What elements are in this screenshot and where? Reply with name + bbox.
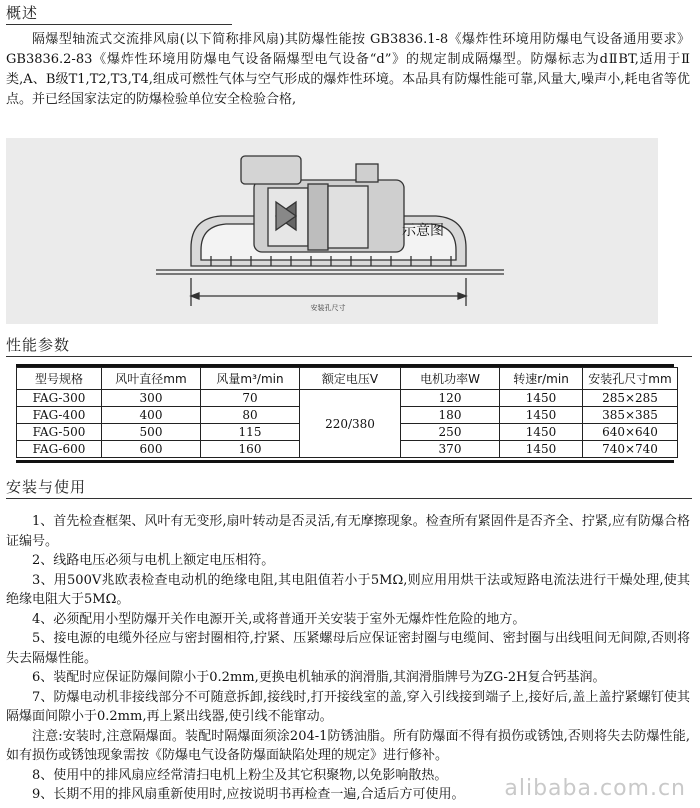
cell-airflow: 80 [201,407,300,424]
header-model: 型号规格 [17,368,102,390]
cell-power: 180 [401,407,500,424]
cell-model: FAG-300 [17,390,102,407]
performance-table [16,367,678,458]
cell-hole: 740×740 [583,441,678,458]
usage-item: 3、用500V兆欧表检查电动机的绝缘电阻,其电阻值若小于5MΩ,则应用用烘干法或短路电流法进行干燥处理,使其绝缘电阻大于5MΩ。 [6,572,690,607]
usage-item: 4、必须配用小型防爆开关作电源开关,或将普通开关安装于室外无爆炸性危险的地方。 [32,611,526,627]
cell-diameter: 600 [102,441,201,458]
fan-schematic-illustration [6,138,658,324]
header-speed: 转速r/min [500,368,583,390]
cell-airflow: 70 [201,390,300,407]
header-power: 电机功率W [401,368,500,390]
overview-paragraph: 隔爆型轴流式交流排风扇(以下简称排风扇)其防爆性能按 GB3836.1-8《爆炸性环境用防爆电气设备通用要求》GB3836.2-83《爆炸性环境用防爆电气设备隔爆型电气设备“d”》的规定制成隔爆型。防爆标志为dⅡBT,适用于Ⅱ类,A、B级T1,T2,T3,T4,组成可燃性气体与空气形成的爆炸性环境。本品具有防爆性能可靠,风量大,噪声小,耗电省等优点。并已经国家法定的防爆检验单位安全检验合格, [6,32,690,107]
cell-hole: 640×640 [583,424,678,441]
table-row [17,390,678,407]
cell-hole: 385×385 [583,407,678,424]
usage-heading-rule [6,498,692,499]
header-voltage: 额定电压V [300,368,401,390]
cell-speed: 1450 [500,424,583,441]
cell-speed: 1450 [500,390,583,407]
usage-heading: 安装与使用 [6,478,87,496]
cell-diameter: 500 [102,424,201,441]
usage-item: 2、线路电压必须与电机上额定电压相符。 [32,553,275,568]
usage-instructions [6,512,690,805]
cell-model: FAG-500 [17,424,102,441]
overview-heading-rule [6,24,232,25]
cell-airflow: 160 [201,441,300,458]
performance-heading: 性能参数 [6,336,71,354]
cell-power: 250 [401,424,500,441]
performance-heading-rule [6,356,692,357]
cell-speed: 1450 [500,407,583,424]
cell-speed: 1450 [500,441,583,458]
usage-item: 9、长期不用的排风扇重新使用时,应按说明书再检查一遍,合适后方可使用。 [32,787,465,802]
overview-heading: 概述 [6,4,39,22]
table-header-row [17,368,678,390]
dimension-label: 安装孔尺寸 [310,304,346,312]
cell-power: 120 [401,390,500,407]
usage-item: 6、装配时应保证防爆间隙小于0.2mm,更换电机轴承的润滑脂,其润滑脂牌号为ZG-2H复合钙基润。 [32,670,606,685]
usage-note: 注意:安装时,注意隔爆面。装配时隔爆面须涂204-1防锈油脂。所有防爆面不得有损伤或锈蚀,否则将失去防爆性能,如有损伤或锈蚀现象需按《防爆电气设备防爆面缺陷处理的规定》进行修补。 [6,728,690,763]
cell-diameter: 300 [102,390,201,407]
cell-model: FAG-400 [17,407,102,424]
header-airflow: 风量m³/min [201,368,300,390]
table-bottom-rule [16,460,674,463]
fan-diagram-panel [6,138,658,324]
usage-item: 1、首先检查框架、风叶有无变形,扇叶转动是否灵活,有无摩擦现象。检查所有紧固件是否齐全、拧紧,应有防爆合格证编号。 [6,514,690,549]
cell-diameter: 400 [102,407,201,424]
cell-hole: 285×285 [583,390,678,407]
header-diameter: 风叶直径mm [102,368,201,390]
cell-model: FAG-600 [17,441,102,458]
cell-power: 370 [401,441,500,458]
usage-item: 7、防爆电动机非接线部分不可随意拆卸,接线时,打开接线室的盖,穿入引线接到端子上,接好后,盖上盖拧紧螺钉使其隔爆面间隙小于0.2mm,再上紧出线器,使引线不能窜动。 [6,689,690,724]
header-hole: 安装孔尺寸mm [583,368,678,390]
cell-voltage: 220/380 [300,390,401,458]
watermark: alibaba.com.cn [504,776,686,801]
usage-item: 8、使用中的排风扇应经常清扫电机上粉尘及其它积聚物,以免影响散热。 [32,767,448,783]
diagram-caption: 示意图 [402,223,444,239]
usage-item: 5、接电源的电缆外径应与密封圈相符,拧紧、压紧螺母后应保证密封圈与电缆间、密封圈与出线咀间无间隙,否则将失去隔爆性能。 [6,631,690,666]
cell-airflow: 115 [201,424,300,441]
